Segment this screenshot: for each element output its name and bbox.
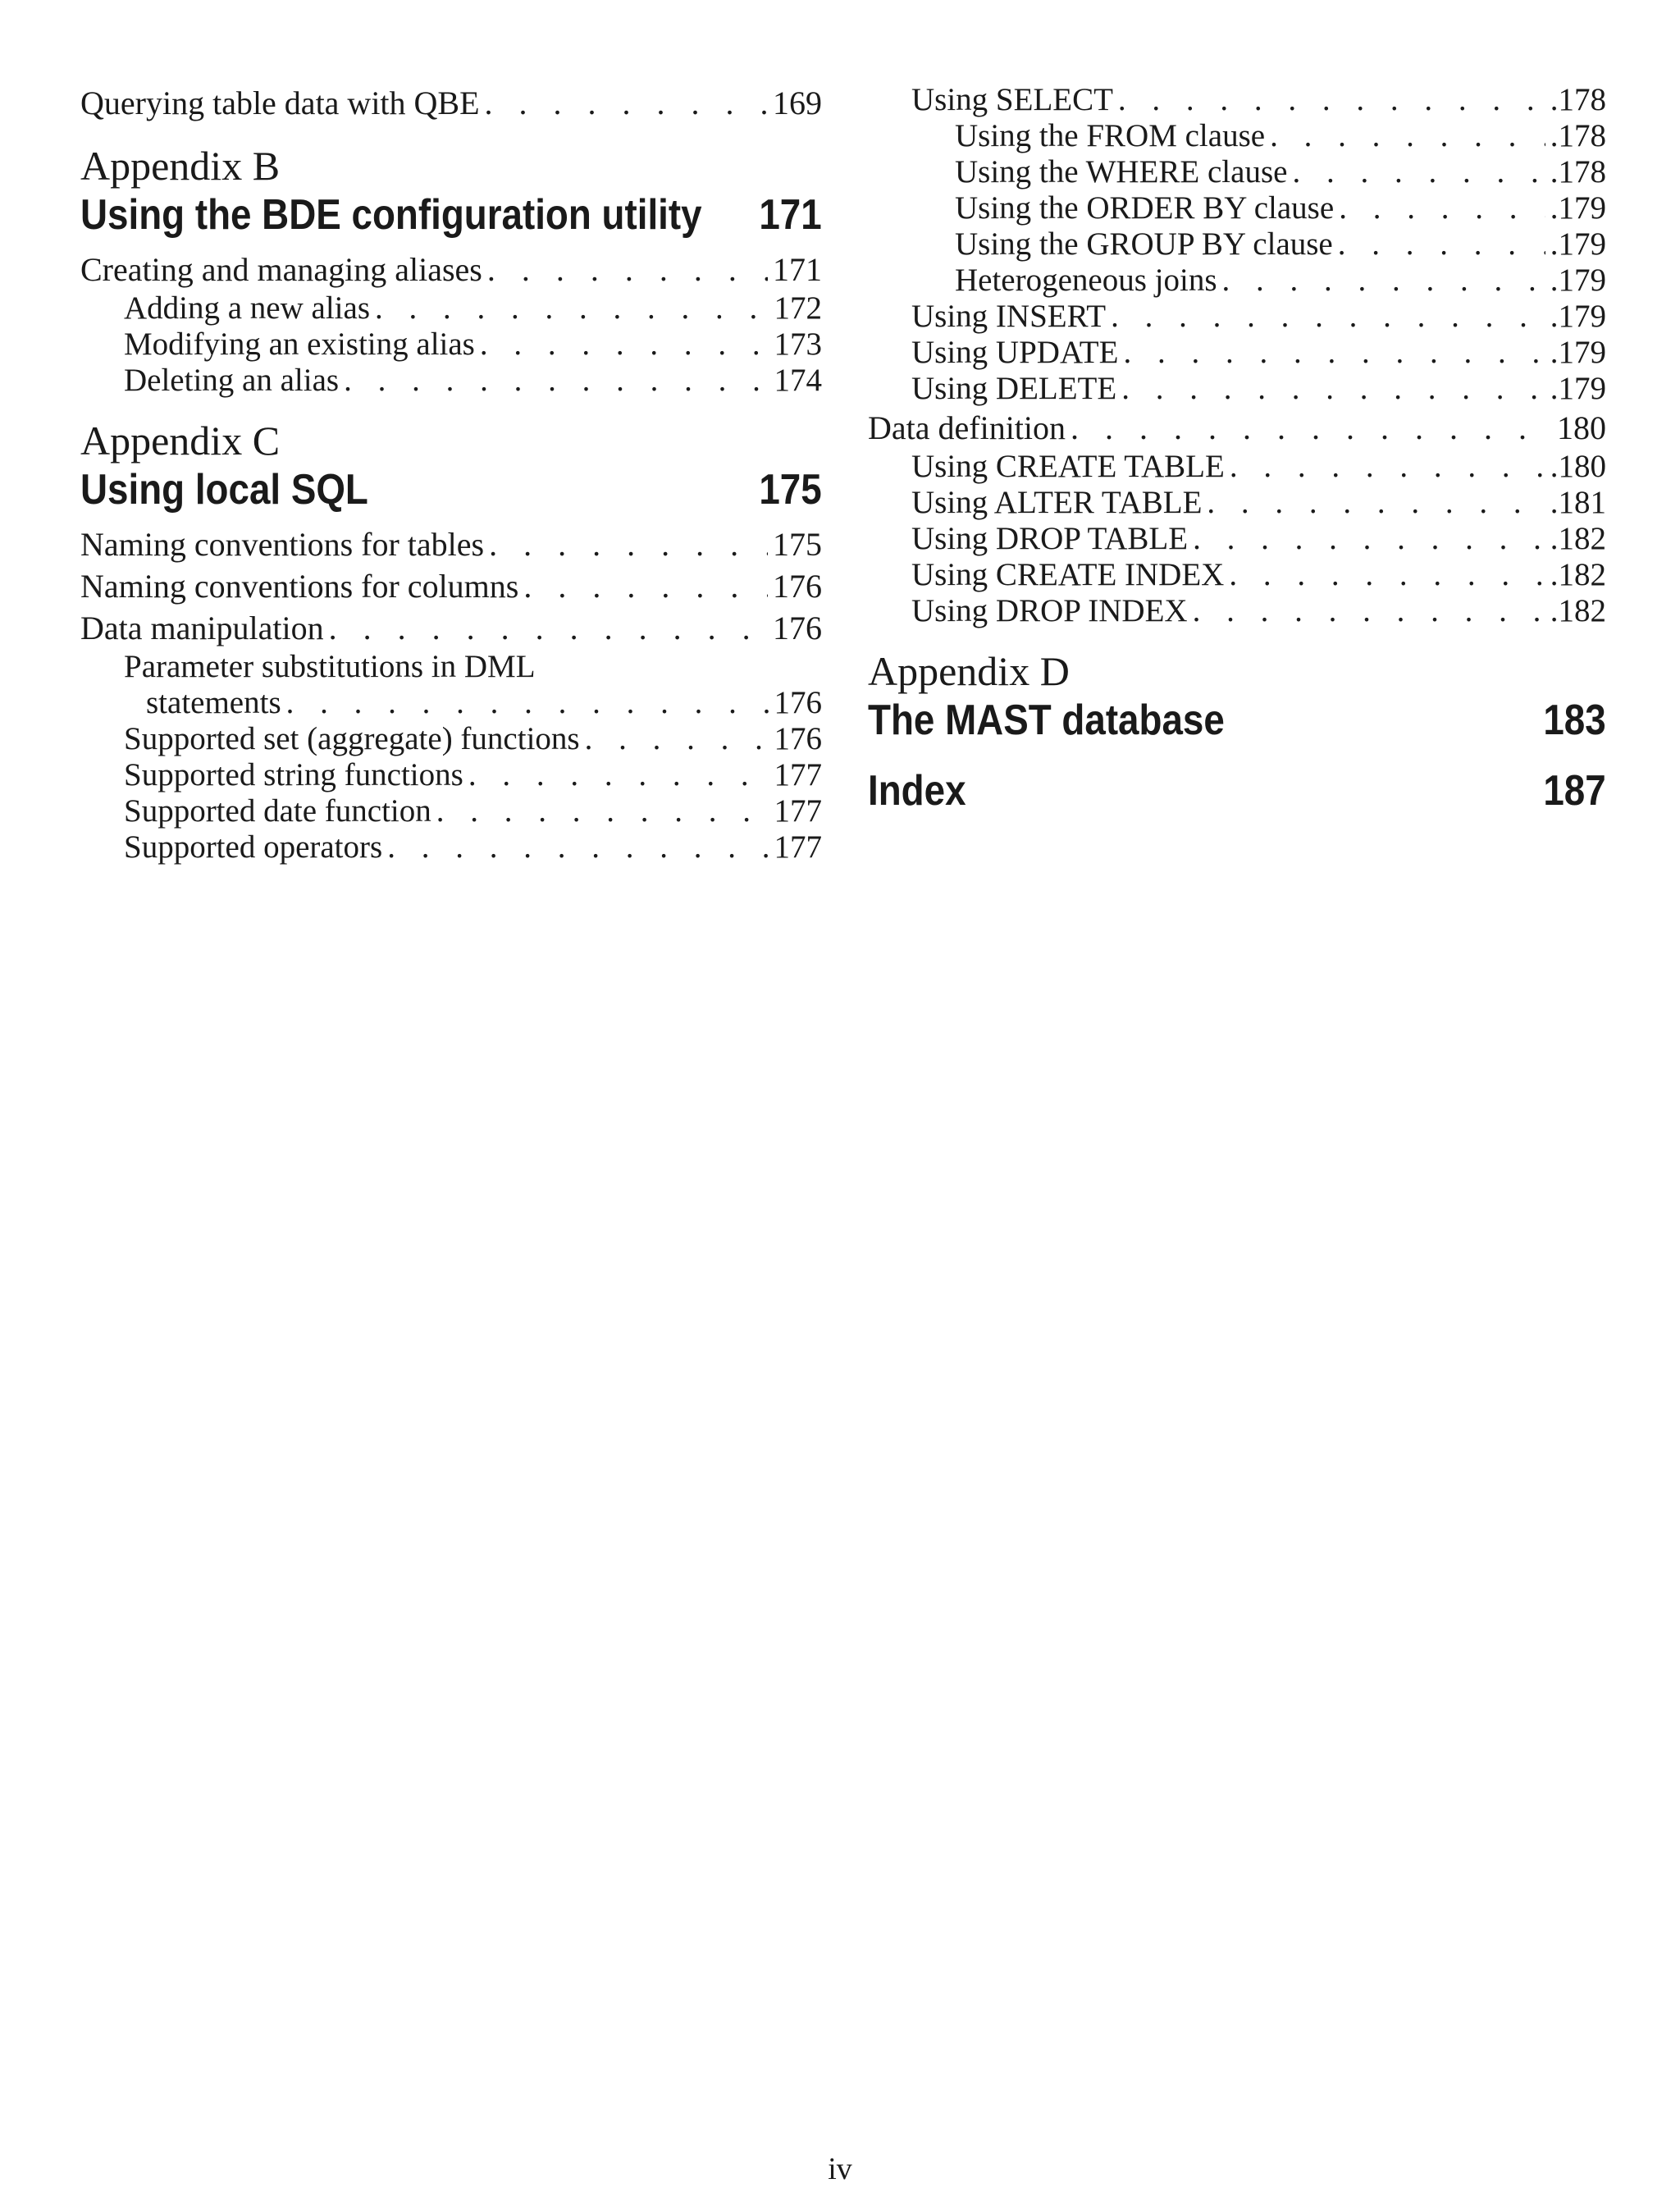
dot-leader bbox=[1222, 263, 1545, 299]
toc-entry-title: Heterogeneous joins bbox=[955, 263, 1217, 298]
toc-entry-title: Supported date function bbox=[124, 793, 431, 829]
toc-entry-page: .179 bbox=[1550, 299, 1606, 334]
toc-entry-page: 177 bbox=[774, 829, 822, 865]
toc-entry-page: 172 bbox=[774, 290, 822, 326]
appendix-b-page: 171 bbox=[759, 191, 822, 239]
toc-entry-page: 176 bbox=[774, 685, 822, 720]
toc-entry-page: 173 bbox=[774, 327, 822, 362]
toc-entry-title: Using ALTER TABLE bbox=[911, 485, 1203, 520]
toc-entry[interactable] bbox=[868, 557, 1606, 593]
toc-entry-page: 174 bbox=[774, 363, 822, 398]
dot-leader bbox=[1111, 299, 1545, 335]
dot-leader bbox=[1270, 118, 1545, 154]
dot-leader bbox=[487, 249, 768, 290]
toc-entry-page: .179 bbox=[1550, 335, 1606, 370]
toc-entry-title: Using the FROM clause bbox=[955, 118, 1266, 153]
toc-entry-title: Data manipulation bbox=[80, 610, 324, 646]
toc-entry-title: Creating and managing aliases bbox=[80, 251, 482, 288]
toc-entry-page: .179 bbox=[1550, 226, 1606, 262]
toc-entry-title: Using DROP INDEX bbox=[911, 593, 1188, 628]
toc-entry-title: Supported set (aggregate) functions bbox=[124, 721, 580, 756]
dot-leader bbox=[468, 757, 769, 793]
toc-entry-page: .181 bbox=[1550, 485, 1606, 520]
toc-entry[interactable] bbox=[868, 263, 1606, 299]
toc-entry[interactable] bbox=[868, 449, 1606, 485]
toc-entry[interactable] bbox=[80, 523, 822, 565]
toc-entry-page: 177 bbox=[774, 793, 822, 829]
appendix-d-heading[interactable] bbox=[868, 695, 1606, 746]
dot-leader bbox=[485, 82, 768, 124]
dot-leader bbox=[1230, 449, 1545, 485]
appendix-d-label: Appendix D bbox=[868, 648, 1070, 694]
page-number: iv bbox=[828, 2152, 852, 2186]
toc-entry-title: Using CREATE TABLE bbox=[911, 449, 1225, 484]
toc-entry[interactable] bbox=[868, 226, 1606, 263]
toc-entry-page: 176 bbox=[773, 568, 822, 605]
dot-leader bbox=[1338, 226, 1545, 263]
dot-leader bbox=[1118, 82, 1545, 118]
toc-entry[interactable] bbox=[868, 485, 1606, 521]
toc-entry-title: Supported operators bbox=[124, 829, 383, 865]
toc-entry[interactable] bbox=[80, 290, 822, 327]
index-title: Index bbox=[868, 767, 966, 815]
toc-entry-page: 171 bbox=[773, 251, 822, 288]
toc-entry-page: .178 bbox=[1550, 154, 1606, 190]
toc-entry[interactable] bbox=[80, 829, 822, 866]
toc-entry-page: 176 bbox=[773, 610, 822, 646]
toc-entry-page: 180 bbox=[1557, 409, 1606, 446]
toc-entry-page: 175 bbox=[773, 526, 822, 563]
toc-entry[interactable] bbox=[80, 565, 822, 607]
toc-entry[interactable] bbox=[868, 118, 1606, 154]
appendix-b-title: Using the BDE configuration utility bbox=[80, 191, 702, 239]
dot-leader bbox=[1229, 557, 1545, 593]
toc-left-column bbox=[80, 82, 822, 866]
toc-entry-title: Using the GROUP BY clause bbox=[955, 226, 1333, 262]
toc-entry-page: .179 bbox=[1550, 371, 1606, 406]
appendix-c-page: 175 bbox=[759, 466, 822, 514]
dot-leader bbox=[585, 721, 769, 757]
toc-entry-title: Supported string functions bbox=[124, 757, 463, 792]
dot-leader bbox=[489, 523, 768, 565]
dot-leader bbox=[1339, 190, 1545, 226]
toc-entry[interactable] bbox=[80, 649, 822, 721]
toc-entry-title: Modifying an existing alias bbox=[124, 327, 475, 362]
toc-entry-title: Using DELETE bbox=[911, 371, 1117, 406]
appendix-d-page: 183 bbox=[1543, 697, 1606, 744]
toc-entry-page: .182 bbox=[1550, 593, 1606, 628]
appendix-c-heading[interactable] bbox=[80, 464, 822, 515]
toc-entry[interactable] bbox=[80, 721, 822, 757]
toc-entry-title: Data definition bbox=[868, 409, 1066, 446]
toc-entry[interactable] bbox=[868, 335, 1606, 371]
toc-entry-title: Using DROP TABLE bbox=[911, 521, 1189, 556]
toc-entry[interactable] bbox=[868, 521, 1606, 557]
appendix-d-title: The MAST database bbox=[868, 697, 1225, 744]
index-heading[interactable] bbox=[868, 765, 1606, 816]
toc-right-column bbox=[868, 82, 1606, 824]
index-page: 187 bbox=[1543, 767, 1606, 815]
toc-entry-title: Deleting an alias bbox=[124, 363, 340, 398]
toc-entry[interactable] bbox=[80, 757, 822, 793]
dot-leader bbox=[286, 685, 769, 721]
toc-entry[interactable] bbox=[868, 371, 1606, 407]
appendix-b-heading[interactable] bbox=[80, 190, 822, 240]
dot-leader bbox=[1207, 485, 1545, 521]
toc-entry-title: Using SELECT bbox=[911, 82, 1113, 117]
toc-entry-title: Naming conventions for columns bbox=[80, 568, 519, 605]
toc-entry[interactable] bbox=[80, 793, 822, 829]
toc-entry-page: .182 bbox=[1550, 557, 1606, 592]
toc-entry-page: .179 bbox=[1550, 263, 1606, 298]
toc-entry[interactable] bbox=[868, 154, 1606, 190]
toc-entry-title: Using CREATE INDEX bbox=[911, 557, 1225, 592]
appendix-b-label: Appendix B bbox=[80, 143, 281, 189]
toc-entry-page: 177 bbox=[774, 757, 822, 792]
toc-entry-page: .182 bbox=[1550, 521, 1606, 556]
dot-leader bbox=[480, 327, 769, 363]
toc-entry-page: .179 bbox=[1550, 190, 1606, 226]
dot-leader bbox=[1121, 371, 1545, 407]
dot-leader bbox=[1123, 335, 1545, 371]
toc-entry[interactable] bbox=[80, 363, 822, 399]
toc-entry-title: Using the ORDER BY clause bbox=[955, 190, 1335, 226]
toc-entry-title: Using UPDATE bbox=[911, 335, 1119, 370]
dot-leader bbox=[436, 793, 769, 829]
toc-entry[interactable] bbox=[868, 190, 1606, 226]
dot-leader bbox=[1292, 154, 1545, 190]
appendix-c-label: Appendix C bbox=[80, 418, 281, 464]
toc-entry-page: .180 bbox=[1550, 449, 1606, 484]
toc-entry-title: Querying table data with QBE bbox=[80, 84, 480, 121]
toc-entry-title: Using the WHERE clause bbox=[955, 154, 1288, 190]
toc-entry-title: Using INSERT bbox=[911, 299, 1107, 334]
toc-entry-page: 176 bbox=[774, 721, 822, 756]
toc-entry[interactable] bbox=[868, 299, 1606, 335]
dot-leader bbox=[329, 607, 768, 649]
dot-leader bbox=[387, 829, 769, 866]
toc-entry-page: 169 bbox=[773, 84, 822, 121]
toc-entry-title: Parameter substitutions in DML bbox=[124, 649, 536, 684]
toc-entry[interactable] bbox=[80, 327, 822, 363]
toc-entry-page: .178 bbox=[1550, 82, 1606, 117]
dot-leader bbox=[1193, 521, 1545, 557]
dot-leader bbox=[1193, 593, 1545, 629]
toc-entry[interactable] bbox=[80, 249, 822, 290]
dot-leader bbox=[344, 363, 769, 399]
toc-entry-title-continued: statements bbox=[146, 685, 281, 720]
dot-leader bbox=[375, 290, 769, 327]
toc-entry[interactable] bbox=[868, 593, 1606, 629]
toc-entry-title: Naming conventions for tables bbox=[80, 526, 485, 563]
dot-leader bbox=[523, 565, 768, 607]
toc-entry[interactable] bbox=[868, 82, 1606, 118]
toc-entry[interactable] bbox=[80, 607, 822, 649]
dot-leader bbox=[1071, 407, 1552, 449]
toc-entry-page: .178 bbox=[1550, 118, 1606, 153]
appendix-c-title: Using local SQL bbox=[80, 466, 368, 514]
toc-entry-title: Adding a new alias bbox=[124, 290, 371, 326]
toc-entry[interactable] bbox=[80, 82, 822, 124]
toc-entry[interactable] bbox=[868, 407, 1606, 449]
